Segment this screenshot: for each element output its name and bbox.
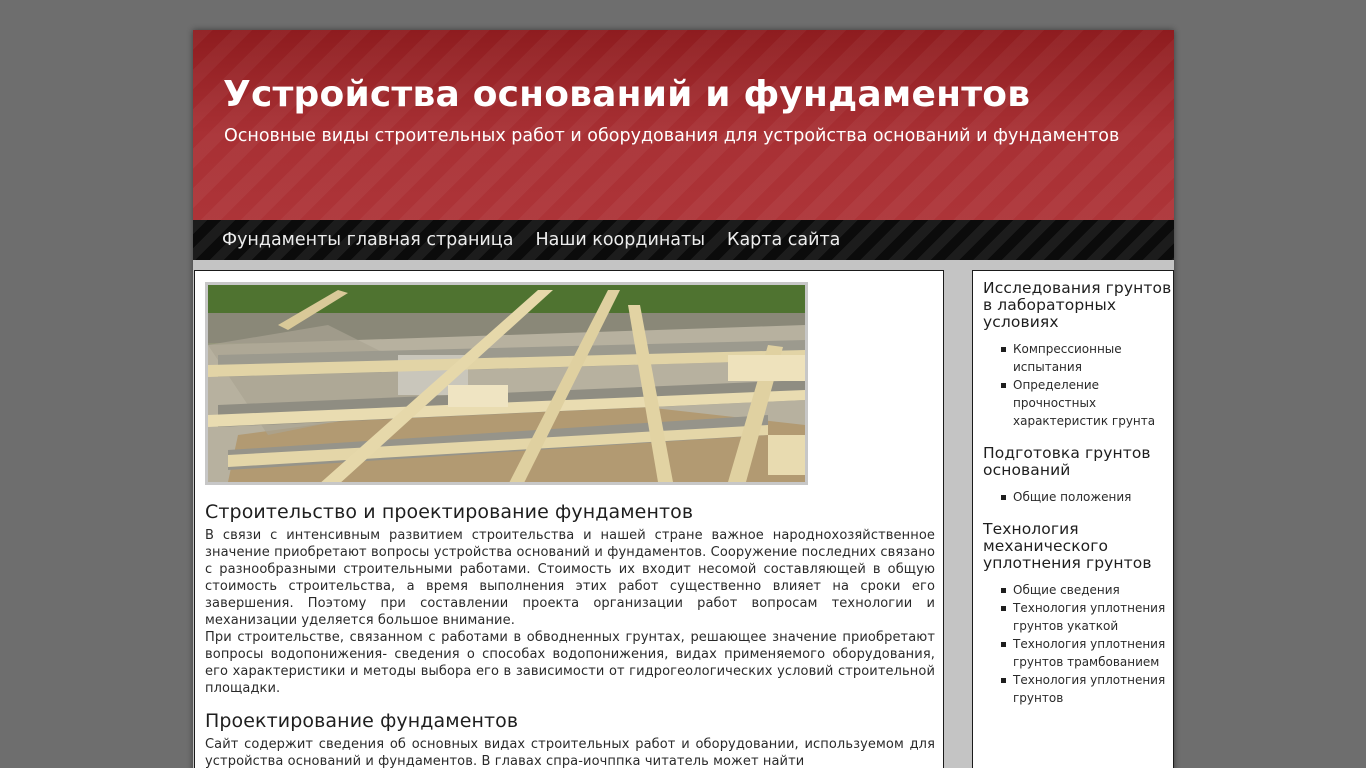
main-content: [194, 270, 944, 768]
sidebar-item-general: [1001, 488, 1173, 506]
sidebar-item-tamping: [1001, 635, 1173, 671]
sidebar-item-overview: [1001, 581, 1173, 599]
main-navigation: [193, 220, 1174, 260]
sidebar-item-compression: [1001, 340, 1173, 376]
foundation-photo: [205, 282, 808, 485]
sidebar-section-lab-testing: [983, 280, 1173, 430]
sidebar: [972, 270, 1174, 768]
paragraph-dewatering: При строительстве, связанном с работами в обводненных грунтах, решающее значение приобретают вопросы водопонижения- сведения о способах водопонижения, видах применяемого оборудования, его характеристики и методы выбора его в зависимости от гидрогеологических условий строительной площадки.: [205, 630, 935, 696]
sidebar-link-general[interactable]: Общие положения: [1013, 490, 1132, 504]
sidebar-item-compaction-more: [1001, 671, 1173, 707]
sidebar-link-compression[interactable]: Компрессионные испытания: [1013, 342, 1122, 374]
paragraph-intro: В связи с интенсивным развитием строительства и нашей стране важное народнохозяйственное значение приобретают вопросы устройства оснований и фундаментов. Сооружение последних связано с разнообразными строительными работами. Стоимость их входит несомой составляющей в общую стоимость строительства, а время выполнения этих работ существенно влияет на сроки его завершения. Поэтому при составлении проекта организации работ вопросам технологии и механизации уделяется большое внимание.: [205, 528, 935, 628]
sidebar-heading-compaction: Технология механического уплотнения грунтов: [983, 520, 1152, 572]
nav-item-sitemap: [727, 230, 840, 250]
sidebar-link-rolling[interactable]: Технология уплотнения грунтов укаткой: [1013, 601, 1166, 633]
sidebar-heading-lab-testing: Исследования грунтов в лабораторных условиях: [983, 279, 1172, 331]
site-title[interactable]: Устройства оснований и фундаментов: [223, 74, 1031, 115]
site-header: [193, 30, 1174, 220]
nav-link-home[interactable]: Фундаменты главная страница: [222, 230, 514, 250]
section-design: [205, 710, 935, 768]
sidebar-link-overview[interactable]: Общие сведения: [1013, 583, 1120, 597]
nav-link-sitemap[interactable]: Карта сайта: [727, 230, 841, 250]
sidebar-item-rolling: [1001, 599, 1173, 635]
page-wrapper: [193, 30, 1174, 768]
sidebar-item-strength: [1001, 376, 1173, 430]
section-title-construction: Строительство и проектирование фундаментов: [205, 501, 694, 523]
section-construction: [205, 501, 935, 697]
paragraph-site-info: Сайт содержит сведения об основных видах строительных работ и оборудовании, используемом для устройства оснований и фундаментов. В главах спра-иочппка читатель может найти: [205, 737, 935, 768]
sidebar-heading-soil-prep: Подготовка грунтов оснований: [983, 444, 1151, 479]
sidebar-section-soil-prep: [983, 445, 1173, 506]
sidebar-link-compaction-more[interactable]: Технология уплотнения грунтов: [1013, 673, 1166, 705]
foundation-photo-illustration: [208, 285, 805, 482]
nav-item-home: [222, 230, 513, 250]
sidebar-link-strength[interactable]: Определение прочностных характеристик грунта: [1013, 378, 1156, 428]
sidebar-link-tamping[interactable]: Технология уплотнения грунтов трамбованием: [1013, 637, 1166, 669]
nav-item-contacts: [535, 230, 705, 250]
nav-link-contacts[interactable]: Наши координаты: [535, 230, 706, 250]
site-description: Основные виды строительных работ и оборудования для устройства оснований и фундаментов: [224, 126, 1120, 146]
section-title-design: Проектирование фундаментов: [205, 710, 519, 732]
sidebar-section-compaction: [983, 521, 1173, 707]
